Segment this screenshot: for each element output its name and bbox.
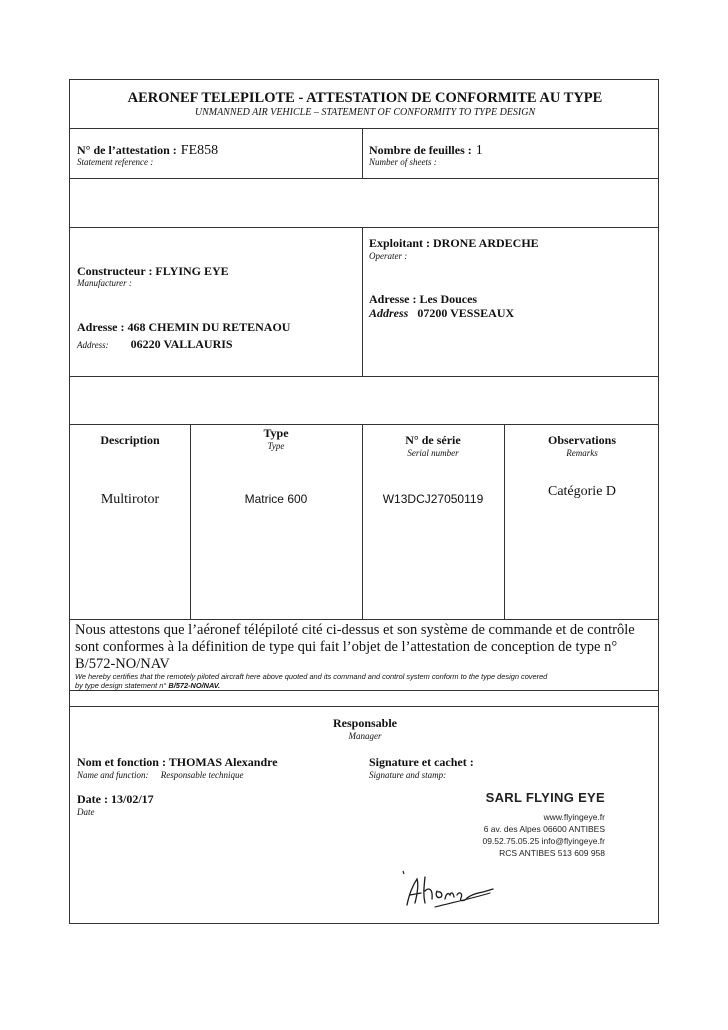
statement-en-line2: [75, 681, 220, 690]
statement-fr-line3: B/572-NO/NAV: [75, 656, 170, 672]
stamp-company: SARL FLYING EYE: [485, 790, 605, 805]
divider: [70, 706, 658, 707]
statement-en-ref: B/572-NO/NAV.: [168, 681, 221, 690]
divider: [70, 424, 658, 425]
header-type: Type: [263, 426, 289, 440]
operator-address-sub: Address: [369, 306, 409, 320]
date-label: Date : 13/02/17: [77, 792, 154, 806]
company-stamp: [465, 790, 605, 859]
name-sub: [77, 770, 243, 780]
manufacturer-label: Constructeur : FLYING EYE: [77, 264, 229, 278]
manufacturer-address-label: Adresse : 468 CHEMIN DU RETENAOU: [77, 320, 291, 334]
document-title: AERONEF TELEPILOTE - ATTESTATION DE CONFORMITE AU TYPE: [127, 90, 603, 106]
handwritten-signature: [395, 865, 505, 915]
header-serial: N° de série: [405, 433, 461, 447]
divider: [70, 619, 658, 620]
row-observations: Catégorie D: [547, 484, 617, 499]
divider: [70, 690, 658, 691]
divider: [362, 227, 363, 376]
statement-en-line1: We hereby certifies that the remotely piloted aircraft here above quoted and its command and control system conform to the type design covered: [75, 672, 548, 681]
sheets-value: 1: [475, 143, 483, 158]
statement-en-prefix: by type design statement n°: [75, 681, 167, 690]
stamp-rcs: RCS ANTIBES 513 609 958: [499, 848, 605, 858]
signature-sublabel: Signature and stamp:: [369, 770, 447, 780]
divider: [362, 128, 363, 178]
header-serial-sub: Serial number: [407, 448, 459, 458]
sheets-label: Nombre de feuilles :: [369, 143, 472, 157]
attestation-value: FE858: [180, 143, 219, 158]
operator-sublabel: Operater :: [369, 251, 408, 261]
divider: [190, 424, 191, 619]
date-sublabel: Date: [77, 807, 95, 817]
divider: [70, 128, 658, 129]
stamp-website: www.flyingeye.fr: [543, 812, 605, 822]
divider: [70, 178, 658, 179]
signature-label: Signature et cachet :: [369, 755, 474, 769]
name-label: Nom et fonction : THOMAS Alexandre: [77, 755, 278, 769]
document-subtitle: UNMANNED AIR VEHICLE – STATEMENT OF CONFORMITY TO TYPE DESIGN: [194, 107, 536, 118]
manufacturer-address-sub: Address:: [77, 340, 109, 350]
attestation-sublabel: Statement reference :: [77, 157, 154, 167]
name-sublabel: Name and function:: [77, 770, 149, 780]
header-description: Description: [100, 433, 160, 447]
divider: [70, 376, 658, 377]
divider: [70, 227, 658, 228]
sheets-sublabel: Number of sheets :: [369, 157, 437, 167]
function-value: Responsable technique: [160, 770, 244, 780]
manufacturer-sublabel: Manufacturer :: [77, 278, 132, 288]
row-serial: W13DCJ27050119: [382, 492, 484, 506]
responsible-subtitle: Manager: [348, 731, 382, 741]
operator-address-line: [369, 306, 514, 321]
manufacturer-address-line2: 06220 VALLAURIS: [130, 337, 233, 351]
operator-address-line2: 07200 VESSEAUX: [417, 306, 515, 320]
statement-fr-line2: sont conformes à la définition de type qui fait l’objet de l’attestation de conception de type n°: [75, 639, 618, 655]
responsible-title: Responsable: [332, 716, 397, 730]
row-description: Multirotor: [100, 492, 160, 507]
header-observations: Observations: [547, 433, 616, 447]
attestation-document: [69, 79, 659, 924]
row-type: Matrice 600: [244, 492, 308, 506]
header-type-sub: Type: [267, 441, 285, 451]
stamp-address: 6 av. des Alpes 06600 ANTIBES: [483, 824, 605, 834]
operator-label: Exploitant : DRONE ARDECHE: [369, 236, 539, 250]
statement-fr-line1: Nous attestons que l’aéronef télépiloté cité ci-dessus et son système de commande et de contrôle: [75, 622, 635, 638]
manufacturer-address-line: [77, 335, 233, 353]
attestation-label: N° de l’attestation :: [77, 143, 177, 157]
operator-address-label: Adresse : Les Douces: [369, 292, 478, 306]
stamp-contact: 09.52.75.05.25 info@flyingeye.fr: [482, 836, 605, 846]
header-observations-sub: Remarks: [566, 448, 598, 458]
